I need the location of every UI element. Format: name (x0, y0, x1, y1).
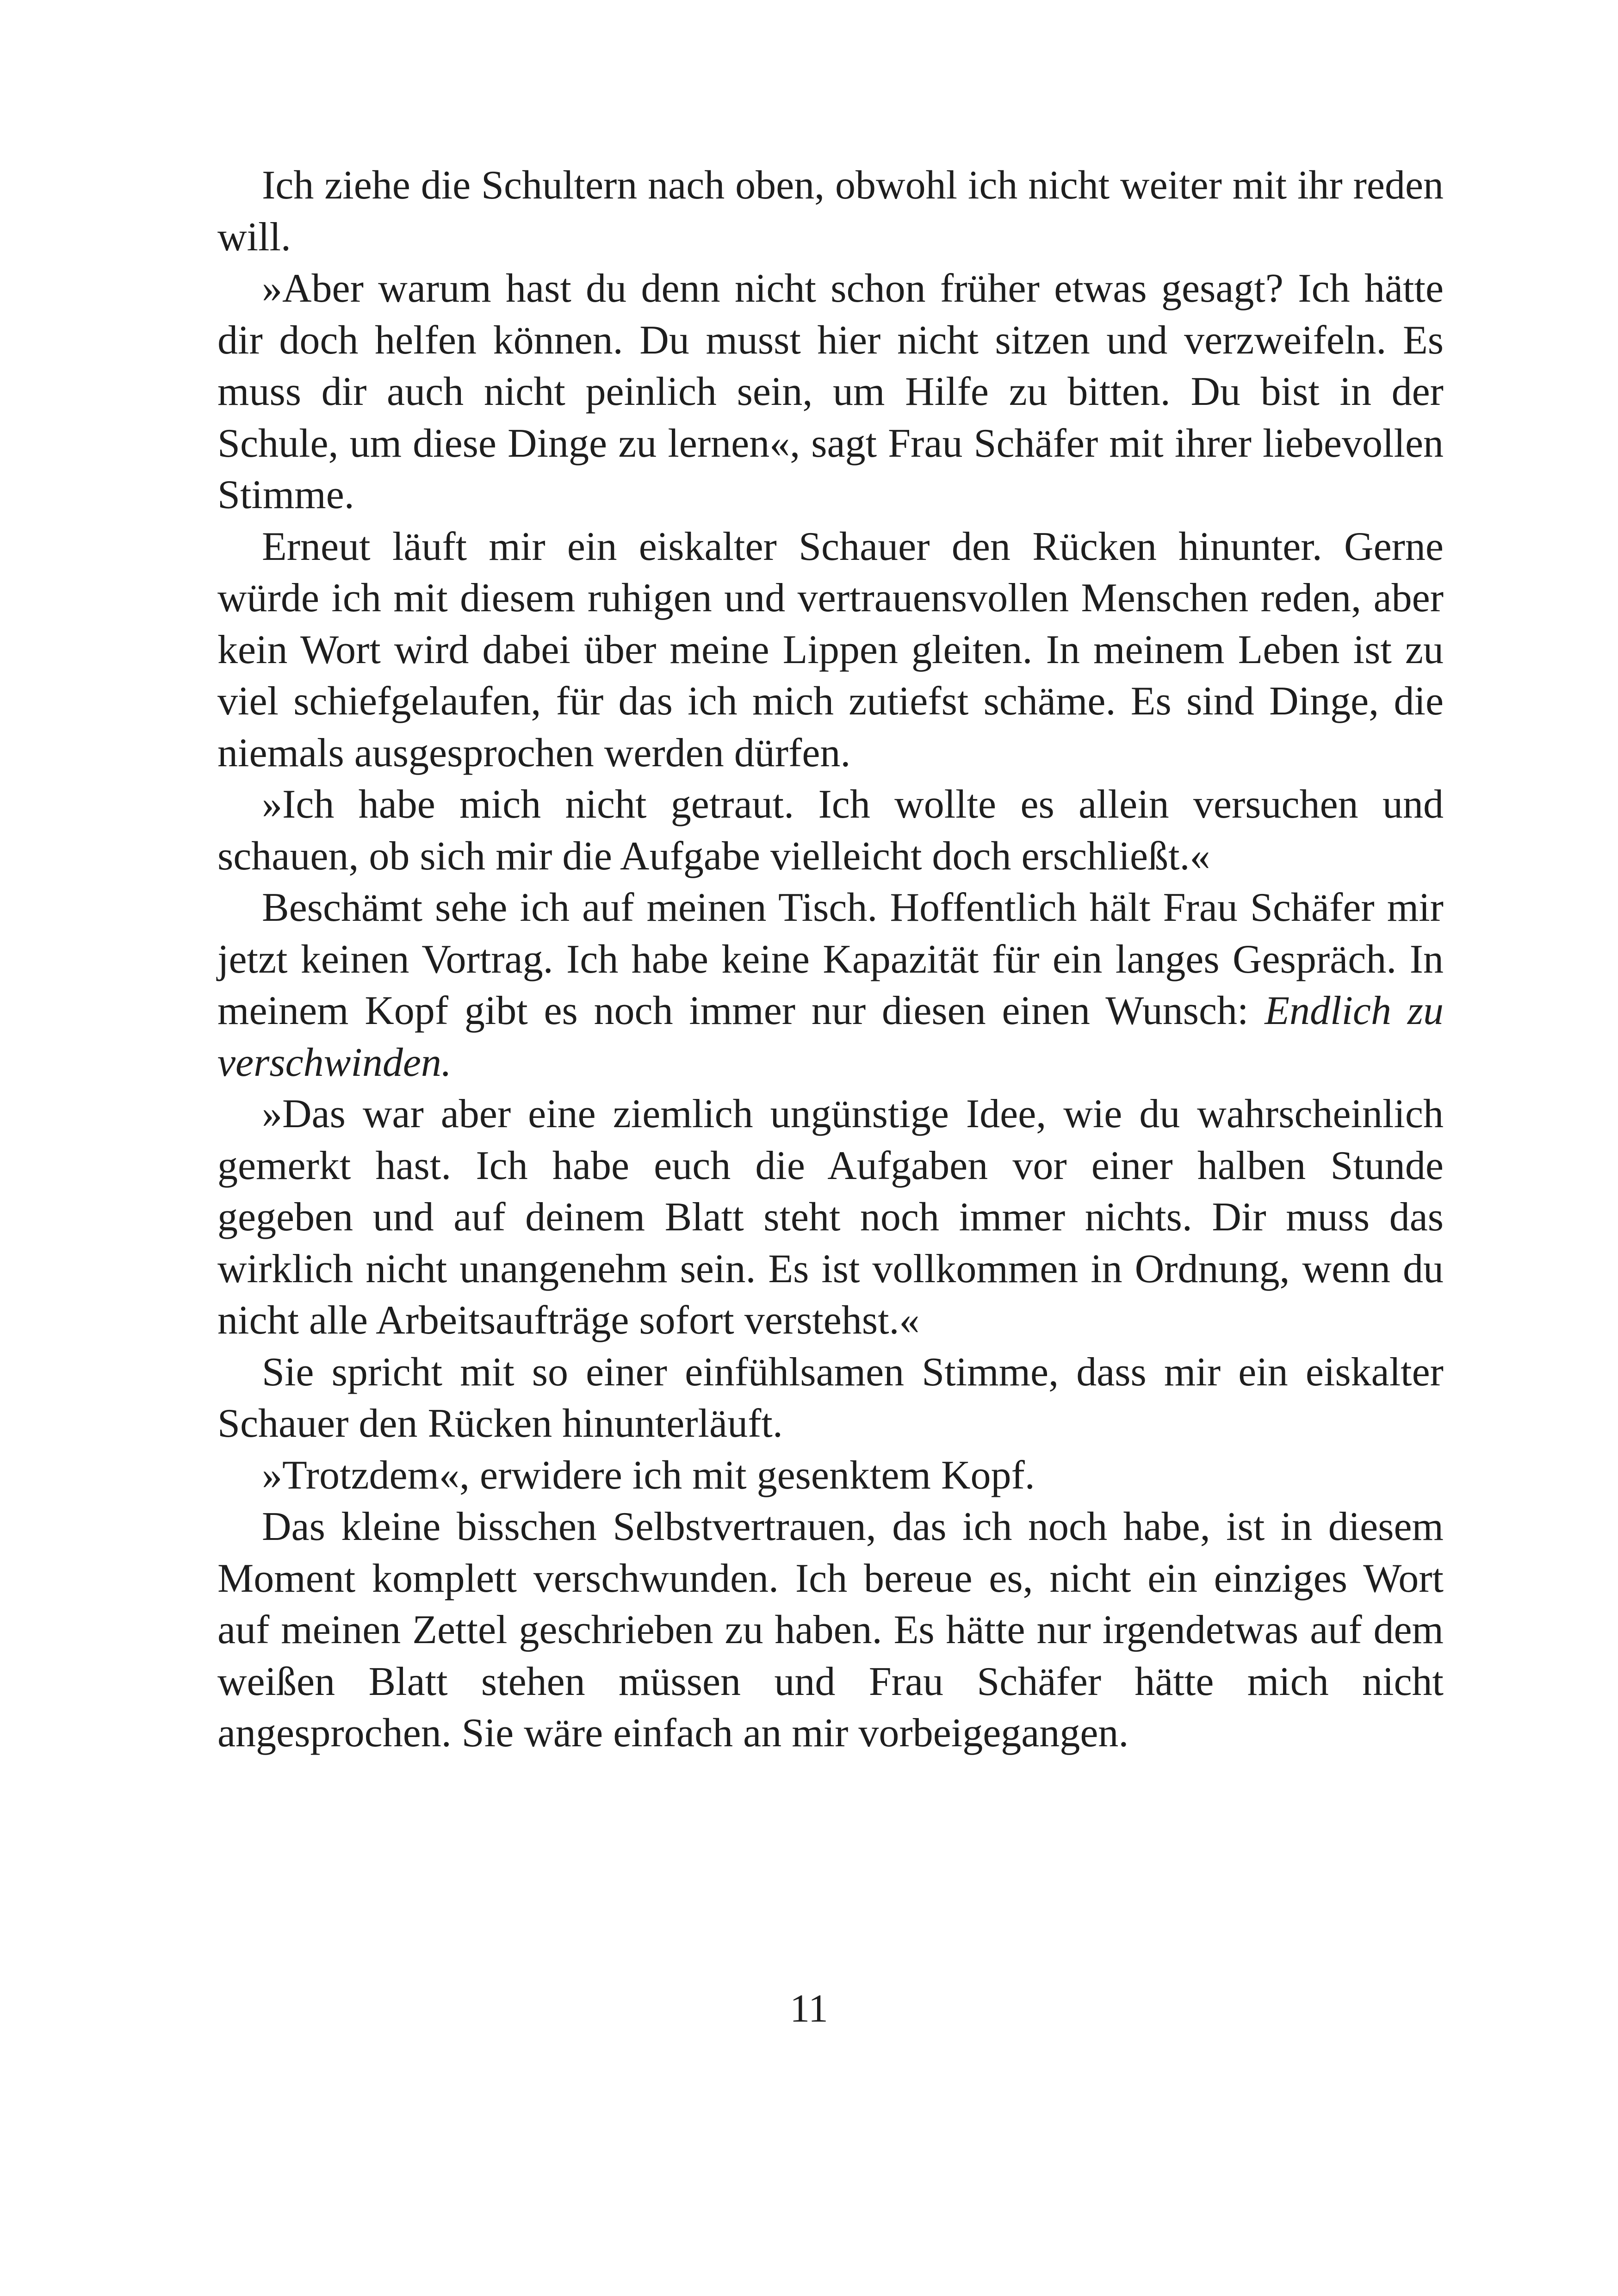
paragraph-3: Erneut läuft mir ein eiskalter Schauer den Rücken hinunter. Gerne würde ich mit diesem ruhigen und vertrauensvollen Menschen reden, aber kein Wort wird dabei über meine Lippen gleiten. In meinem Leben ist zu viel schiefgelaufen, für das ich mich zutiefst schäme. Es sind Dinge, die niemals ausgesprochen werden dürfen. (217, 524, 1444, 776)
page-number: 11 (790, 1986, 828, 2030)
paragraph-2: »Aber warum hast du denn nicht schon früher etwas gesagt? Ich hätte dir doch helfen können. Du musst hier nicht sitzen und verzweifeln. Es muss dir auch nicht peinlich sein, um Hilfe zu bitten. Du bist in der Schule, um diese Dinge zu lernen«, sagt Frau Schäfer mit ihrer liebevollen Stimme. (217, 266, 1444, 517)
paragraph-6: »Das war aber eine ziemlich ungünstige Idee, wie du wahrscheinlich gemerkt hast. Ich habe euch die Aufgaben vor einer halben Stunde gegeben und auf deinem Blatt steht noch immer nichts. Dir muss das wirklich nicht unangenehm sein. Es ist vollkommen in Ordnung, wenn du nicht alle Arbeitsaufträge sofort verstehst.« (217, 1092, 1444, 1343)
paragraph-4: »Ich habe mich nicht getraut. Ich wollte es allein versuchen und schauen, ob sich mir die Aufgabe vielleicht doch erschließt.« (217, 782, 1444, 879)
paragraph-7: Sie spricht mit so einer einfühlsamen Stimme, dass mir ein eiskalter Schauer den Rücken hinunterläuft. (217, 1349, 1444, 1446)
paragraph-5-text: Beschämt sehe ich auf meinen Tisch. Hoffentlich hält Frau Schäfer mir jetzt keinen Vortrag. Ich habe keine Kapazität für ein langes Gespräch. In meinem Kopf gibt es noch immer nur diesen einen Wunsch: (217, 885, 1444, 1033)
paragraph-1: Ich ziehe die Schultern nach oben, obwohl ich nicht weiter mit ihr reden will. (217, 163, 1444, 260)
paragraph-9: Das kleine bisschen Selbstvertrauen, das ich noch habe, ist in diesem Moment komplett verschwunden. Ich bereue es, nicht ein einziges Wort auf meinen Zettel geschrieben zu haben. Es hätte nur irgendetwas auf dem weißen Blatt stehen müssen und Frau Schäfer hätte mich nicht angesprochen. Sie wäre einfach an mir vorbeigegangen. (217, 1504, 1444, 1756)
paragraph-5 (217, 882, 1444, 1088)
paragraph-8: »Trotzdem«, erwidere ich mit gesenktem Kopf. (262, 1452, 1035, 1498)
paragraph-5-italic: Endlich zu verschwinden. (217, 988, 1444, 1085)
body-text (217, 160, 1444, 1759)
